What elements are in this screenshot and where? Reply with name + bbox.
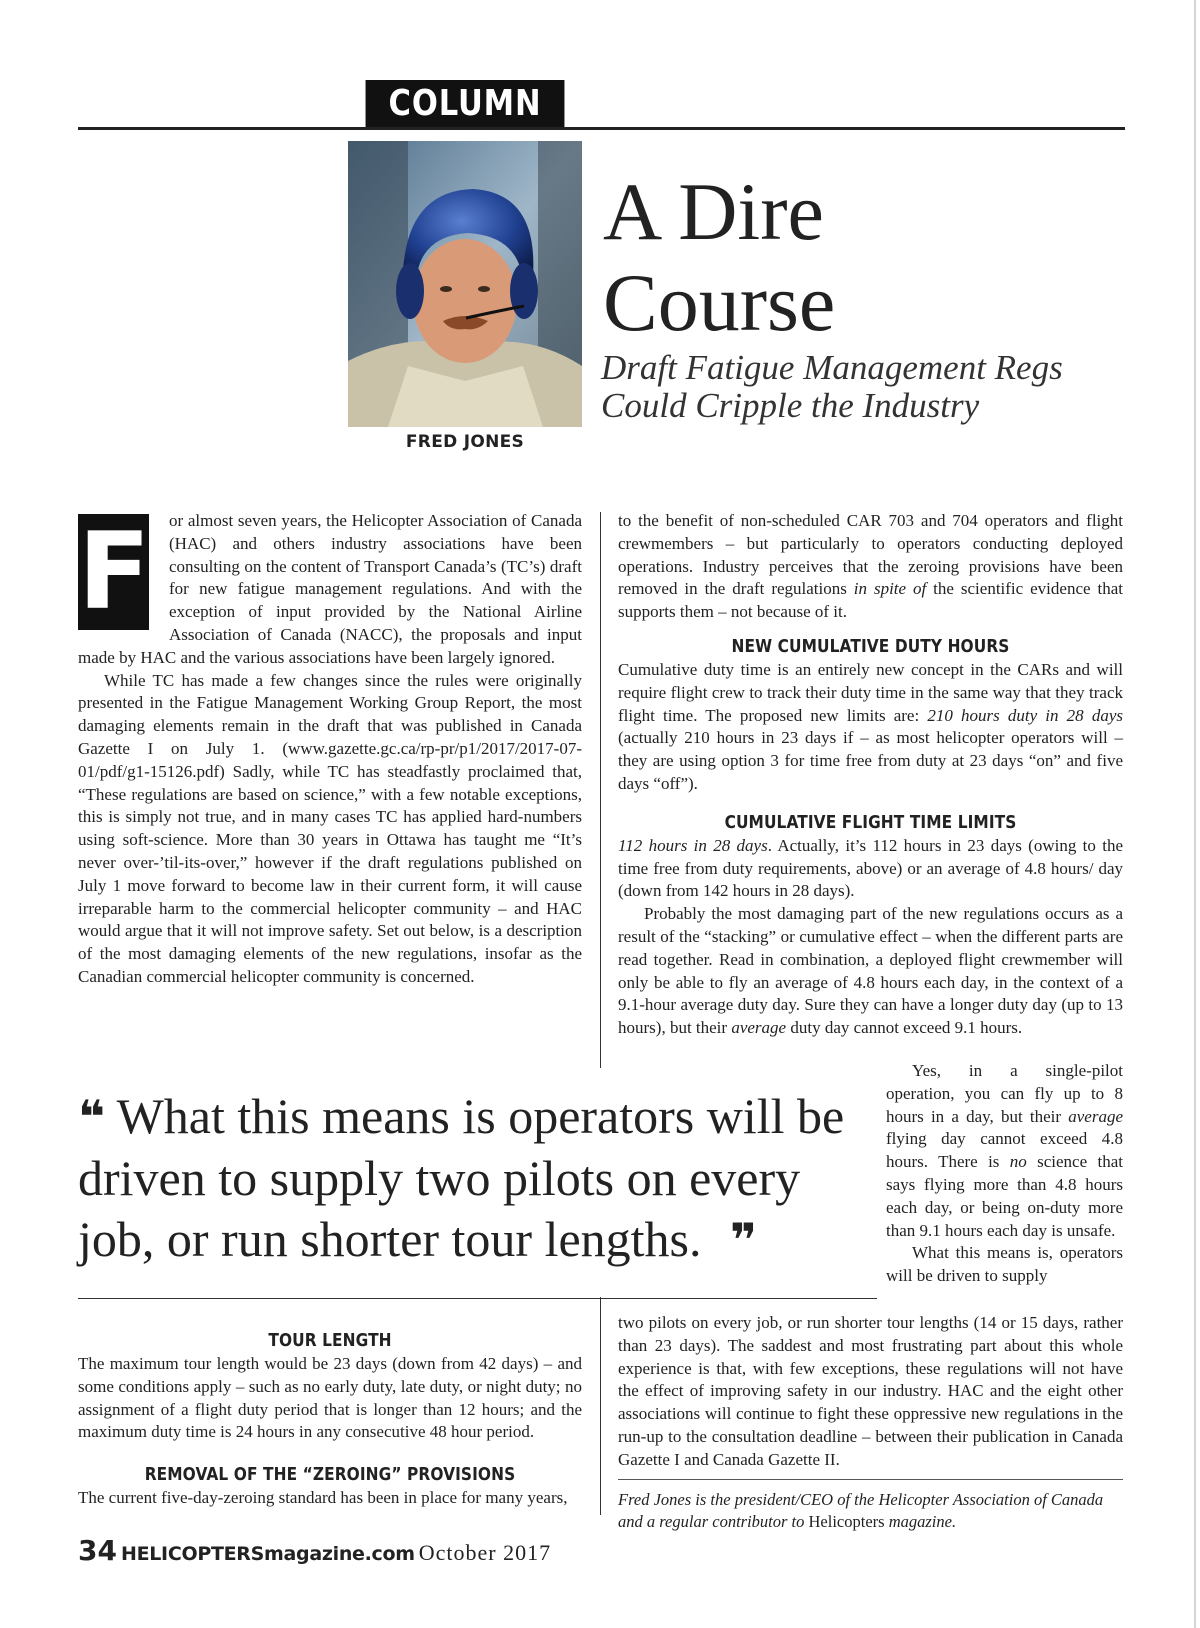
left-column-bottom <box>78 1330 582 1510</box>
title-line-1: A Dire <box>603 166 824 257</box>
heading-zeroing: REMOVAL OF THE “ZEROING” PROVISIONS <box>144 1465 516 1486</box>
intro-paragraph: or almost seven years, the Helicopter Association of Canada (HAC) and others industry associations have been consulting on the content of Transport Canada’s (TC’s) draft for new fatigue management regulations. And with the exception of input provided by the National Airline Association of Canada (NACC), the proposals and input made by HAC and the various associations have been largely ignored. <box>78 511 582 667</box>
column-divider-bottom <box>600 1297 601 1515</box>
right-column <box>618 510 1123 1040</box>
article-title <box>603 166 1163 348</box>
article-subtitle <box>601 349 1161 425</box>
zeroing-paragraph: The current five-day-zeroing standard has been in place for many years, <box>78 1488 568 1508</box>
duty-hours-paragraph: Cumulative duty time is an entirely new concept in the CARs and will require flight crew to track their duty time in the same way that they track flight time. The proposed new limits are: 210 hours duty in 28 days (actually 210 hours in 23 days if – as most helicopter operators will – they are using option 3 for time free from duty at 23 days “on” and five days “off”). <box>618 659 1123 793</box>
body-paragraph: While TC has made a few changes since the rules were originally presented in the Fatigue Management Working Group Report, the most damaging elements remain in the draft that was published in Canada Gazette I on July 1. (www.gazette.gc.ca/rp-pr/p1/2017/2017-07-01/pdf/g1-15126.pdf) Sadly, while TC has steadfastly proclaimed that, “These regulations are based on science,” with a few notable exceptions, this is simply not true, and in many cases TC has applied hard-numbers using soft-science. More than 30 years in Ottawa has taught me “It’s never over-’til-its-over,” however if the draft regulations published on July 1 move forward to become law in their current form, it will cause irreparable harm to the commercial helicopter community – and HAC would argue that it will not improve safety. Set out below, is a description of the most damaging elements of the new regulations, insofar as the Canadian commercial helicopter community is concerned. <box>78 670 582 986</box>
subtitle-line-1: Draft Fatigue Management Regs <box>601 348 1063 387</box>
author-byline: FRED JONES <box>405 432 525 452</box>
drop-cap: F <box>78 510 151 633</box>
means-paragraph-end: two pilots on every job, or run shorter tour lengths (14 or 15 days, rather than 23 days). The saddest and most frustrating part about this whole experience is that, with few exceptions, these regulations will not have the effect of improving safety in our industry. HAC and the eight other associations will continue to fight these oppressive new regulations in the run-up to the consultation deadline – between their publication in Canada Gazette I and Canada Gazette II. <box>618 1313 1123 1469</box>
page-number: 34 <box>78 1534 117 1567</box>
stacking-paragraph: Probably the most damaging part of the new regulations occurs as a result of the “stacking” or cumulative effect – when the different parts are read together. Read in combination, a deployed flight crewmember will only be able to fly an average of 4.8 hours each day, in the context of a 9.1-hour average duty day. Sure they can have a longer duty day (up to 13 hours), but their average duty day cannot exceed 9.1 hours. <box>618 904 1123 1038</box>
heading-flight-time: CUMULATIVE FLIGHT TIME LIMITS <box>724 812 1017 833</box>
author-bio: Fred Jones is the president/CEO of the Helicopter Association of Canada and a regular contributor to Helicopters magazine. <box>618 1490 1104 1531</box>
pull-quote <box>78 1086 878 1271</box>
column-divider <box>600 512 601 1068</box>
bio-rule <box>618 1479 1123 1480</box>
single-pilot-paragraph: Yes, in a single-pilot operation, you can fly up to 8 hours in a day, but their average flying day cannot exceed 4.8 hours. There is no science that says flying more than 4.8 hours each day, or being on-duty more than 9.1 hours each day is unsafe. <box>886 1061 1123 1240</box>
zeroing-continued-paragraph: to the benefit of non-scheduled CAR 703 and 704 operators and flight crewmembers – but particularly to operators conducting deployed operations. Industry perceives that the zeroing provisions have been removed in the draft regulations in spite of the scientific evidence that supports them – not because of it. <box>618 511 1123 622</box>
page-footer <box>78 1534 551 1578</box>
heading-duty-hours: NEW CUMULATIVE DUTY HOURS <box>731 636 1010 657</box>
left-column <box>78 510 582 989</box>
subtitle-line-2: Could Cripple the Industry <box>601 386 980 425</box>
pull-quote-rule <box>78 1298 877 1299</box>
flight-time-paragraph: 112 hours in 28 days. Actually, it’s 112 hours in 23 days (owing to the time free from duty requirements, above) or an average of 4.8 hours/ day (down from 142 hours in 28 days). <box>618 835 1124 901</box>
issue-date: October 2017 <box>418 1540 552 1565</box>
close-quote-icon: ❞ <box>714 1213 758 1267</box>
narrow-column <box>886 1060 1123 1288</box>
pull-quote-text: What this means is operators will be driven to supply two pilots on every job, or run shorter tour lengths. <box>78 1088 845 1267</box>
tour-length-paragraph: The maximum tour length would be 23 days (down from 42 days) – and some conditions apply – such as no early duty, late duty, or night duty; no assignment of a flight duty period that is longer than 12 hours; and the maximum duty time is 24 hours in any consecutive 48 hour period. <box>78 1354 582 1442</box>
page-edge <box>1194 0 1196 1628</box>
title-line-2: Course <box>603 257 836 348</box>
column-tag: COLUMN <box>366 80 565 127</box>
author-photo <box>348 141 582 427</box>
heading-tour-length: TOUR LENGTH <box>268 1331 392 1351</box>
header-rule <box>78 127 1125 130</box>
open-quote-icon: ❝ <box>78 1090 105 1144</box>
right-column-bottom <box>618 1312 1123 1472</box>
means-paragraph-start: What this means is, operators will be driven to supply <box>886 1243 1123 1286</box>
magazine-site: HELICOPTERSmagazine.com <box>120 1543 415 1565</box>
